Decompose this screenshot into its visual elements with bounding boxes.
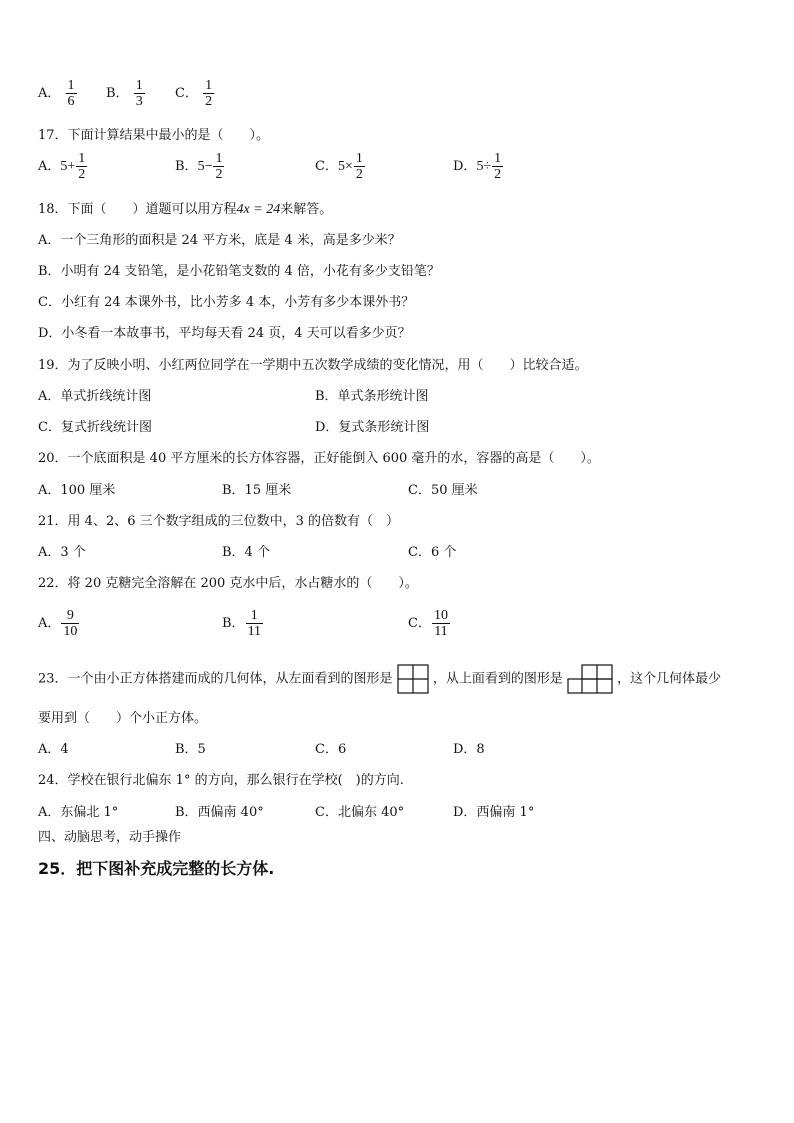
q17-option-d: D．5÷ $\frac{1}{2}$ <box>453 151 502 182</box>
q21-option-b: B．4 个 <box>222 545 270 560</box>
q17-option-a: A．5+ $\frac{1}{2}$ <box>38 151 86 182</box>
q16-option-b: B． $\frac{1}{3}$ <box>106 78 143 109</box>
q19-option-c: C．复式折线统计图 <box>38 420 152 435</box>
q17-option-c: C．5× $\frac{1}{2}$ <box>315 151 363 182</box>
q22-stem: 22．将 20 克糖完全溶解在 200 克水中后，水占糖水的（ ）。 <box>38 576 418 591</box>
q23-option-d: D．8 <box>453 742 485 757</box>
top-view-figure <box>567 664 613 694</box>
q23-option-c: C．6 <box>315 742 347 757</box>
q20-stem: 20．一个底面积是 40 平方厘米的长方体容器，正好能倒入 600 毫升的水，容器的高是（ ）。 <box>38 451 600 466</box>
fraction: $\frac{1}{2}$ <box>205 78 213 109</box>
section-heading: 四、动脑思考，动手操作 <box>38 830 182 845</box>
q19-option-b: B．单式条形统计图 <box>315 389 429 404</box>
q21-option-c: C．6 个 <box>408 545 457 560</box>
q18-option-b: B．小明有 24 支铅笔，是小花铅笔支数的 4 倍，小花有多少支铅笔？ <box>38 264 440 279</box>
q19-stem: 19．为了反映小明、小红两位同学在一学期中五次数学成绩的变化情况，用（ ）比较合适。 <box>38 358 588 373</box>
left-view-figure <box>397 664 429 694</box>
q17-option-b: B．5− $\frac{1}{2}$ <box>175 151 223 182</box>
q24-option-d: D．西偏南 1° <box>453 805 535 820</box>
q21-stem: 21．用 4、2、6 三个数字组成的三位数中，3 的倍数有（ ） <box>38 514 400 529</box>
q19-option-a: A．单式折线统计图 <box>38 389 152 404</box>
q24-option-b: B．西偏南 40° <box>175 805 264 820</box>
q18-option-c: C．小红有 24 本课外书，比小芳多 4 本，小芳有多少本课外书？ <box>38 295 415 310</box>
q23-option-a: A．4 <box>38 742 69 757</box>
q16-option-c: C． $\frac{1}{2}$ <box>175 78 213 109</box>
q24-option-a: A．东偏北 1° <box>38 805 119 820</box>
q22-option-c: C． $\frac{10}{11}$ <box>408 608 448 639</box>
q24-stem: 24．学校在银行北偏东 1° 的方向，那么银行在学校( )的方向. <box>38 773 404 788</box>
q18-option-a: A．一个三角形的面积是 24 平方米，底是 4 米，高是多少米？ <box>38 233 401 248</box>
q20-option-b: B．15 厘米 <box>222 483 292 498</box>
q16-option-a: A． $\frac{1}{6}$ <box>38 78 75 109</box>
q19-option-d: D．复式条形统计图 <box>315 420 430 435</box>
fraction: $\frac{1}{3}$ <box>135 78 143 109</box>
q24-option-c: C．北偏东 40° <box>315 805 405 820</box>
fraction: $\frac{1}{6}$ <box>67 78 75 109</box>
q23-stem: 23．一个由小正方体搭建而成的几何体，从左面看到的图形是 ，从上面看到的图形是 ，这个几何体最少 <box>38 664 721 694</box>
q20-option-c: C．50 厘米 <box>408 483 478 498</box>
q21-option-a: A．3 个 <box>38 545 86 560</box>
q18-option-d: D．小冬看一本故事书，平均每天看 24 页，4 天可以看多少页？ <box>38 326 411 341</box>
q22-option-a: A． $\frac{9}{10}$ <box>38 608 78 639</box>
q18-stem: 18．下面（ ）道题可以用方程4x = 24来解答。 <box>38 202 333 217</box>
q20-option-a: A．100 厘米 <box>38 483 116 498</box>
q23-option-b: B．5 <box>175 742 206 757</box>
equation: 4x = 24 <box>236 202 281 217</box>
q17-stem: 17．下面计算结果中最小的是（ ）。 <box>38 128 270 143</box>
q23-stem-continued: 要用到（ ）个小正方体。 <box>38 711 208 726</box>
q22-option-b: B． $\frac{1}{11}$ <box>222 608 262 639</box>
q25-stem: 25．把下图补充成完整的长方体. <box>38 859 275 878</box>
